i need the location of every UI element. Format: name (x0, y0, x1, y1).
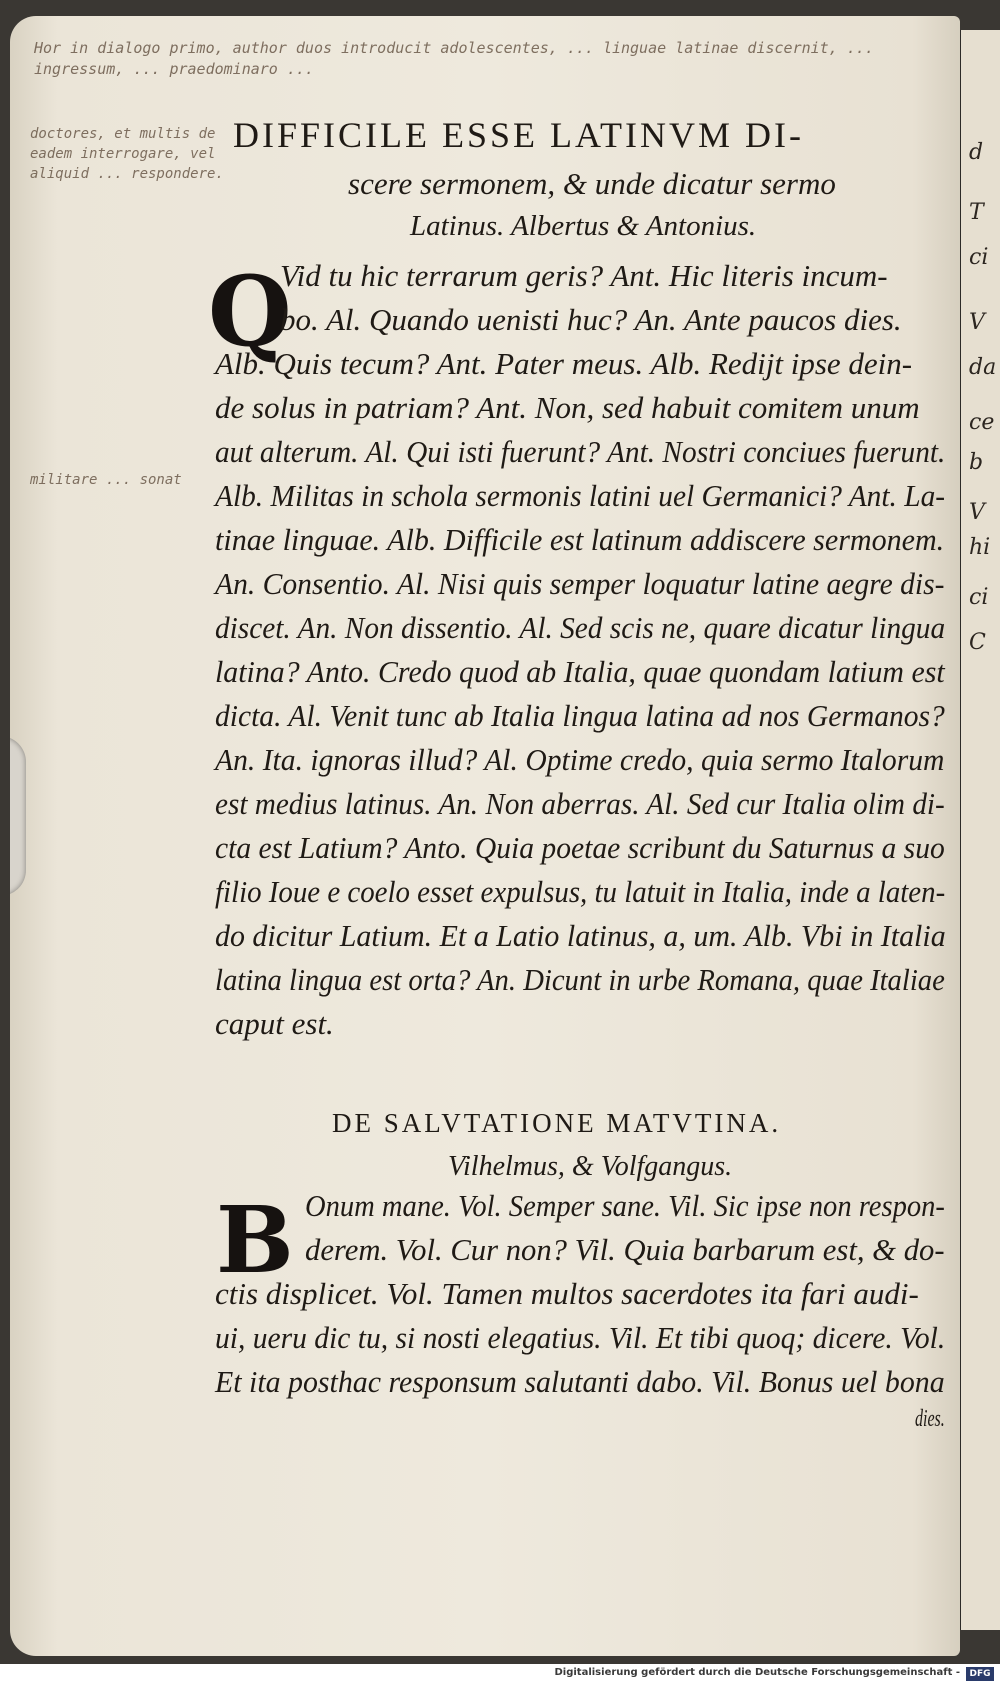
page-clip-tab (10, 736, 26, 896)
text-line: latina lingua est orta? An. Dicunt in urbe Romana, quae Italiae (215, 962, 945, 997)
text-line: tinae linguae. Alb. Difficile est latinum addiscere sermonem. (215, 522, 945, 557)
facing-page-letter: V (969, 310, 985, 335)
facing-page-letter: da (969, 355, 997, 380)
facing-page-letter: b (969, 450, 984, 475)
section-heading-line-1: DE SALVTATIONE MATVTINA. (332, 1108, 782, 1138)
text-line: caput est. (215, 1006, 334, 1041)
handwritten-note-left: doctores, et multis de eadem interrogare, vel aliquid ... respondere. (30, 126, 224, 182)
facing-page-letter: T (969, 200, 984, 225)
funding-credit: Digitalisierung gefördert durch die Deutsche Forschungsgemeinschaft - (554, 1667, 960, 1678)
facing-page-letter: ci (969, 585, 989, 610)
text-line: do dicitur Latium. Et a Latio latinus, a, um. Alb. Vbi in Italia (215, 918, 946, 953)
text-line: filio Ioue e coelo esset expulsus, tu latuit in Italia, inde a laten- (215, 874, 946, 909)
text-line: ctis displicet. Vol. Tamen multos sacerdotes ita fari audi- (215, 1276, 919, 1311)
drop-cap-initial: B (216, 1186, 294, 1294)
text-line: aut alterum. Al. Qui isti fuerunt? Ant. Nostri conciues fuerunt. (215, 434, 946, 469)
chapter-heading-line-1: DIFFICILE ESSE LATINVM DI- (233, 115, 804, 155)
text-line: Alb. Quis tecum? Ant. Pater meus. Alb. Redijt ipse dein- (215, 346, 913, 381)
text-line: Et ita posthac responsum salutanti dabo. Vil. Bonus uel bona (215, 1364, 945, 1399)
text-line: dies. (915, 1406, 945, 1432)
handwritten-note-top: Hor in dialogo primo, author duos introducit adolescentes, ... linguae latinae discernit, ... ingressum, ... praedominaro ... (34, 39, 874, 78)
text-line: Alb. Militas in schola sermonis latini uel Germanici? Ant. La- (215, 478, 946, 513)
text-line: Vid tu hic terrarum geris? Ant. Hic literis incum- (280, 258, 888, 293)
facing-page-edge (958, 30, 1000, 1630)
book-page (10, 16, 960, 1656)
facing-page-letter: C (969, 630, 986, 655)
facing-page-letter: hi (969, 535, 991, 560)
chapter-heading-line-3: Latinus. Albertus & Antonius. (410, 210, 757, 242)
text-line: An. Ita. ignoras illud? Al. Optime credo, quia sermo Italorum (215, 742, 945, 777)
facing-page-letter: ce (969, 410, 995, 435)
text-line: dicta. Al. Venit tunc ab Italia lingua latina ad nos Germanos? (215, 698, 945, 733)
handwritten-margin-note: militare ... sonat (30, 472, 182, 488)
dfg-logo-icon: DFG (966, 1667, 994, 1681)
text-line: cta est Latium? Anto. Quia poetae scribunt du Saturnus a suo (215, 830, 945, 865)
facing-page-letter: V (969, 500, 985, 525)
text-line: bo. Al. Quando uenisti huc? An. Ante paucos dies. (280, 302, 902, 337)
text-line: Onum mane. Vol. Semper sane. Vil. Sic ipse non respon- (305, 1188, 945, 1223)
facing-page-letter: d (969, 140, 984, 165)
facing-page-letter: ci (969, 245, 989, 270)
text-line: ui, ueru dic tu, si nosti elegatius. Vil. Et tibi quoq; dicere. Vol. (215, 1320, 946, 1355)
text-line: de solus in patriam? Ant. Non, sed habuit comitem unum (215, 390, 920, 425)
section-heading-line-2: Vilhelmus, & Volfgangus. (448, 1151, 733, 1182)
drop-cap-initial: Q (208, 255, 292, 368)
text-line: latina? Anto. Credo quod ab Italia, quae quondam latium est (215, 654, 945, 689)
text-line: derem. Vol. Cur non? Vil. Quia barbarum est, & do- (305, 1232, 945, 1267)
text-line: est medius latinus. An. Non aberras. Al. Sed cur Italia olim di- (215, 786, 945, 821)
chapter-heading-line-2: scere sermonem, & unde dicatur sermo (348, 166, 836, 201)
text-line: An. Consentio. Al. Nisi quis semper loquatur latine aegre dis- (215, 566, 945, 601)
digitization-footer (0, 1664, 1000, 1686)
text-line: discet. An. Non dissentio. Al. Sed scis ne, quare dicatur lingua (215, 610, 946, 645)
